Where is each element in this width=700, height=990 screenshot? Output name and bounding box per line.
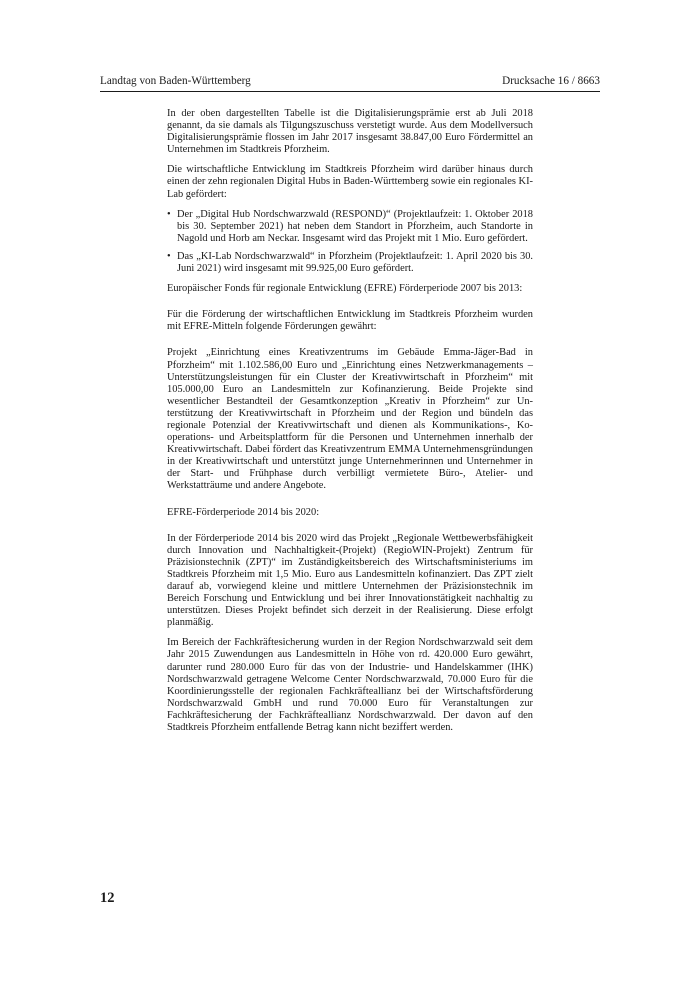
- header-document-number: Drucksache 16 / 8663: [502, 75, 600, 87]
- paragraph-fachkraeftesicherung: Im Bereich der Fachkräftesicherung wurden in der Region Nordschwarzwald seit dem Jahr 2015 Zuwendungen aus Landesmitteln in Höhe von rd. 420.000 Euro gewährt, darunter rund 280.000 Euro für das von der Industrie- und Handelskammer (IHK) Nordschwarzwald getragene Welcome Center Nordschwarzwald, 70.000 Euro für die Koordinierungsstelle der regionalen Fachkräfteallianz bei der Wirtschaftsförderung Nordschwarzwald GmbH und rund 70.000 Euro für Veranstaltungen zur Fachkräftesicherung der Fachkräfteallianz Nordschwarzwald. Der davon auf den Stadtkreis Pforzheim entfallende Betrag kann nicht beziffert werden.: [167, 637, 533, 734]
- header-publisher: Landtag von Baden-Württemberg: [100, 75, 251, 87]
- list-item: [167, 251, 533, 275]
- page-header: [100, 71, 600, 92]
- heading-efre-2014-2020: EFRE-Förderperiode 2014 bis 2020:: [167, 506, 320, 518]
- bullet-icon: •: [167, 250, 171, 262]
- heading-efre-2007-2013: Europäischer Fonds für regionale Entwicklung (EFRE) Förderperiode 2007 bis 2013:: [167, 283, 523, 295]
- paragraph-zpt: In der Förderperiode 2014 bis 2020 wird das Projekt „Regionale Wettbewerbsfähigkeit durch Innovation und Nachhaltigkeit-(Projekt) (RegioWIN-Projekt) Zentrum für Präzisionstechnik (ZPT)“ im Zuständigkeitsbereich des Wirtschaftsministeriums im Stadtkreis Pforzheim mit 1,5 Mio. Euro aus Landesmitteln kofinanziert. Das ZPT zielt darauf ab, vorwiegend kleine und mittlere Unternehmen der Präzisionstechnik im Bereich Forschung und Entwicklung und bei ihrer Innovationstätigkeit nachhaltig zu unterstützen. Dieses Projekt befindet sich derzeit in der Realisierung. Diese erfolgt planmäßig.: [167, 532, 533, 629]
- paragraph-efre-intro: Für die Förderung der wirtschaftlichen Entwicklung im Stadtkreis Pforzheim wurden mit EFRE-Mitteln folgende Förderungen gewährt:: [167, 309, 533, 333]
- bullet-icon: •: [167, 208, 171, 220]
- list-item-text: Der „Digital Hub Nordschwarzwald (RESPOND)“ (Projektlaufzeit: 1. Oktober 2018 bis 30. September 2021) hat neben dem Standort in Pforzheim, auch Standorte in Nagold und Horb am Neckar. Insgesamt wird das Projekt mit 1 Mio. Euro gefördert.: [177, 208, 533, 244]
- list-item-text: Das „KI-Lab Nordschwarzwald“ in Pforzheim (Projektlaufzeit: 1. April 2020 bis 30. Juni 2021) wird insgesamt mit 99.925,00 Euro gefördert.: [177, 250, 533, 275]
- list-item: [167, 209, 533, 245]
- page-number: 12: [100, 890, 115, 906]
- paragraph-digital-hubs-intro: Die wirtschaftliche Entwicklung im Stadtkreis Pforzheim wird darüber hinaus durch einen der zehn regionalen Digital Hubs in Baden-Württemberg sowie ein regionales KI-Lab gefördert:: [167, 164, 533, 200]
- digital-hub-list: [167, 209, 533, 275]
- paragraph-kreativzentrum: Projekt „Einrichtung eines Kreativzentrums im Gebäude Emma-Jäger-Bad in Pforzheim“ mit 1.102.586,00 Euro und „Einrichtung eines Netzwerkmanagements – Unterstützungsleistungen für ein Cluster der Kreativwirtschaft in Pforzheim“ mit 105.000,00 Euro an Landesmitteln zur Kofinanzierung. Beide Projekte sind wesentlicher Bestandteil der Gesamtkonzeption „Kreativ in Pforzheim“ zur Unterstützung der Kreativwirtschaft in Pforzheim und der Region und bündeln das regionale Potenzial der Kreativwirtschaft und dienen als Kommunikations-, Kooperations- und Arbeitsplattform für die Personen und Unternehmen innerhalb der Kreativwirtschaft. Dabei fördert das Kreativzentrum EMMA Unternehmensgründungen in der Kreativwirtschaft und unterstützt junge Unternehmerinnen und Unternehmer in der Start- und Frühphase durch verbilligt vermietete Büro-, Atelier- und Werkstatträume und andere Angebote.: [167, 347, 533, 492]
- paragraph-digitalisierungspraemie: In der oben dargestellten Tabelle ist die Digitalisierungsprämie erst ab Juli 2018 genannt, da sie damals als Tilgungszuschuss verstetigt wurde. Aus dem Modellversuch Digitalisierungsprämie flossen im Jahr 2017 insgesamt 38.847,00 Euro Fördermittel an Unternehmen im Stadtkreis Pforzheim.: [167, 108, 533, 156]
- page-body: [167, 108, 533, 742]
